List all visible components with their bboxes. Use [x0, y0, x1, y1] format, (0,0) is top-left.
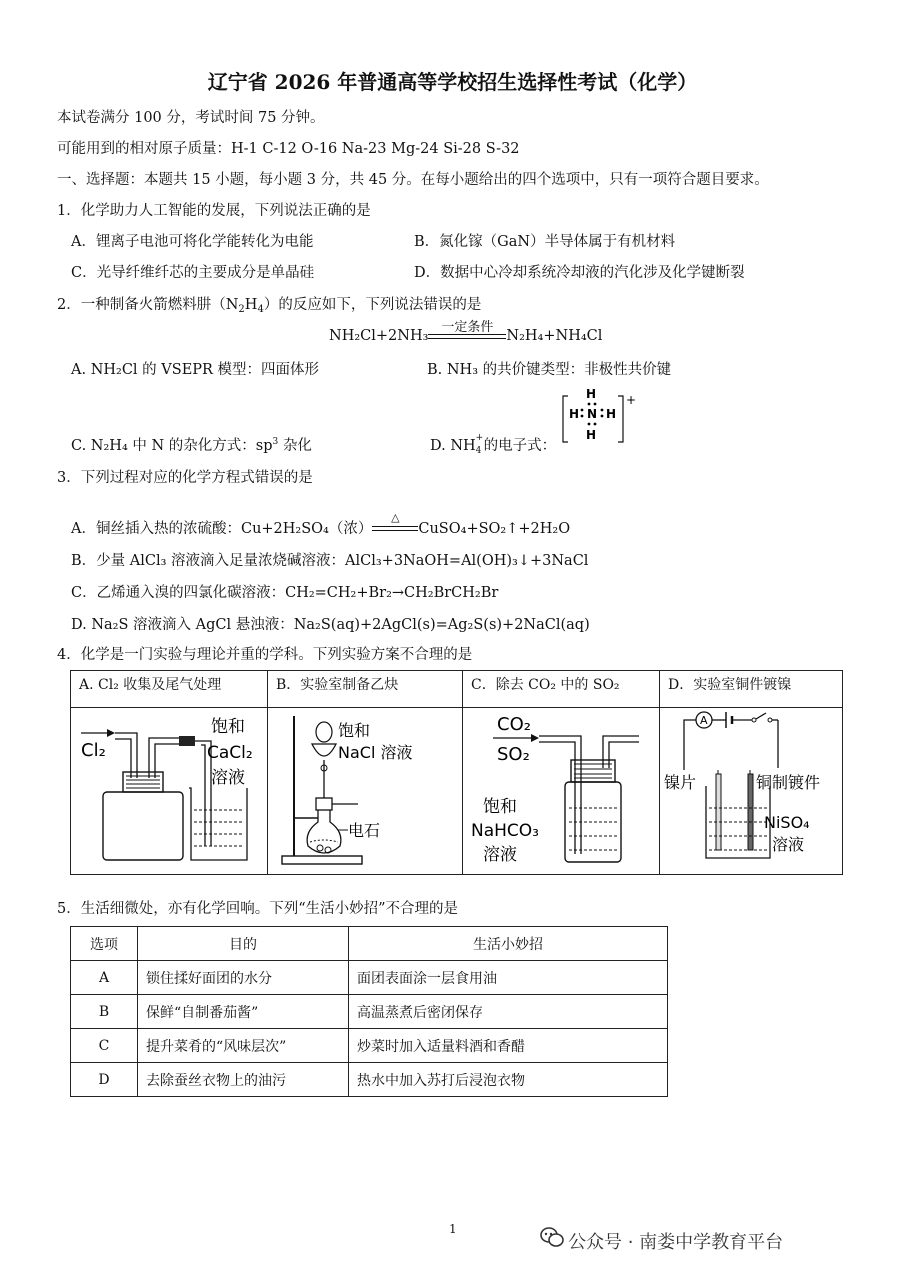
table-cell-tip: 面团表面涂一层食用油 [349, 961, 668, 995]
nickel-plating-apparatus [660, 708, 840, 870]
table-header-option: 选项 [71, 927, 138, 961]
fig-c-gas-2: SO₂ [497, 744, 530, 765]
fig-b-label-1: 饱和 [338, 721, 371, 740]
q2-equation [329, 320, 603, 344]
table-cell-purpose: 提升菜肴的“风味层次” [138, 1029, 349, 1063]
q1-option-b: B．氮化镓（GaN）半导体属于有机材料 [414, 234, 676, 250]
q2-stem: 2．一种制备火箭燃料肼$(N_2H_4)$的反应如下，下列说法错误的是 [57, 297, 482, 315]
q4-figure-c [463, 708, 660, 875]
table-header-row [71, 927, 668, 961]
fig-a-label-3: 溶液 [211, 768, 245, 788]
table-row [71, 961, 668, 995]
q2-option-b: B. NH₃ 的共价键类型：非极性共价键 [427, 362, 672, 378]
fig-d-label-4: 溶液 [772, 835, 805, 854]
table-cell-purpose: 锁住揉好面团的水分 [138, 961, 349, 995]
table-cell-tip: 炒菜时加入适量料酒和香醋 [349, 1029, 668, 1063]
q1-stem: 1．化学助力人工智能的发展，下列说法正确的是 [57, 203, 371, 219]
table-cell-option: B [71, 995, 138, 1029]
lewis-charge: + [626, 393, 637, 407]
fig-d-meter: A [700, 714, 708, 727]
q3-option-b: B．少量 AlCl₃ 溶液滴入足量浓烧碱溶液：AlCl₃+3NaOH=Al(OH)₃↓+3NaCl [71, 553, 589, 569]
fig-d-label-1: 镍片 [664, 773, 697, 792]
table-cell-option: D [71, 1063, 138, 1097]
atomic-masses: 可能用到的相对原子质量：H-1 C-12 O-16 Na-23 Mg-24 Si-28 S-32 [57, 141, 520, 157]
fig-d-label-2: 铜制镀件 [756, 773, 821, 792]
q2-eq-left: NH₂Cl+2NH₃ [329, 328, 429, 344]
q2-option-d: D. NH + 4 的电子式： [430, 433, 557, 456]
table-cell-tip: 高温蒸煮后密闭保存 [349, 995, 668, 1029]
table-cell-option: C [71, 1029, 138, 1063]
fig-c-gas-1: CO₂ [497, 714, 531, 735]
q4-header-d: D．实验室铜件镀镍 [660, 671, 843, 708]
lewis-h-left: H [569, 407, 580, 421]
lewis-h-bottom: H [586, 428, 597, 442]
q4-figure-b [268, 708, 463, 875]
table-row [71, 1063, 668, 1097]
q3-stem: 3．下列过程对应的化学方程式错误的是 [57, 470, 313, 486]
q4-header-a: A. Cl₂ 收集及尾气处理 [71, 671, 268, 708]
fig-c-label-1: 饱和 [483, 797, 517, 817]
q2-eq-right: N₂H₄+NH₄Cl [506, 328, 603, 344]
q4-header-c: C．除去 CO₂ 中的 SO₂ [463, 671, 660, 708]
q5-stem: 5．生活细微处，亦有化学回响。下列“生活小妙招”不合理的是 [57, 901, 459, 917]
fig-b-label-3: 电石 [348, 821, 381, 840]
fig-c-label-2: NaHCO₃ [471, 821, 539, 841]
lewis-h-top: H [586, 387, 597, 401]
fig-a-label-2: CaCl₂ [207, 743, 253, 763]
fig-d-label-3: NiSO₄ [764, 813, 810, 832]
q2-eq-arrow [428, 320, 506, 343]
table-row [71, 995, 668, 1029]
lewis-h-right: H [606, 407, 617, 421]
table-header-tip: 生活小妙招 [349, 927, 668, 961]
q1-option-a: A．锂离子电池可将化学能转化为电能 [71, 234, 314, 250]
watermark: 公众号 · 南娄中学教育平台 [568, 1232, 784, 1253]
q4-figure-a [71, 708, 268, 875]
page-number: 1 [449, 1222, 457, 1236]
section-heading: 一、选择题：本题共 15 小题，每小题 3 分，共 45 分。在每小题给出的四个选项中，只有一项符合题目要求。 [57, 172, 769, 188]
fig-c-label-3: 溶液 [483, 845, 517, 865]
fig-b-label-2: NaCl 溶液 [338, 743, 413, 762]
q1-option-d: D．数据中心冷却系统冷却液的汽化涉及化学键断裂 [414, 265, 745, 281]
q4-figure-d [660, 708, 843, 875]
fig-a-gas-label: Cl₂ [81, 740, 106, 761]
table-cell-purpose: 保鲜“自制番茄酱” [138, 995, 349, 1029]
lewis-n: N [587, 407, 598, 421]
q3-option-d: D. Na₂S 溶液滴入 AgCl 悬浊液：Na₂S(aq)+2AgCl(s)=Ag₂S(s)+2NaCl(aq) [71, 617, 590, 633]
acetylene-apparatus [268, 708, 462, 870]
q2-option-a: A. NH₂Cl 的 VSEPR 模型：四面体形 [71, 362, 320, 378]
so2-removal-apparatus [463, 708, 659, 870]
ammonium-lewis-structure [560, 386, 640, 448]
wechat-icon [540, 1226, 564, 1248]
page-title: 辽宁省 2026 年普通高等学校招生选择性考试（化学） [207, 70, 698, 94]
table-cell-option: A [71, 961, 138, 995]
q2-eq-condition: 一定条件 [441, 320, 494, 335]
exam-info: 本试卷满分 100 分，考试时间 75 分钟。 [57, 110, 325, 126]
q4-apparatus-table [70, 670, 843, 875]
q3-option-a: A．铜丝插入热的浓硫酸：Cu+2H₂SO₄（浓） △ CuSO₄+SO₂↑+2H₂O [71, 511, 571, 537]
q1-option-c: C．光导纤维纤芯的主要成分是单晶硅 [71, 265, 315, 281]
table-cell-tip: 热水中加入苏打后浸泡衣物 [349, 1063, 668, 1097]
q5-tips-table [70, 926, 668, 1097]
q3-option-c: C．乙烯通入溴的四氯化碳溶液：CH₂=CH₂+Br₂→CH₂BrCH₂Br [71, 585, 499, 601]
q2-option-c: C. N₂H₄ 中 N 的杂化方式：$sp^3$ 杂化 [71, 437, 312, 454]
cl2-collection-apparatus [71, 708, 267, 870]
q4-stem: 4．化学是一门实验与理论并重的学科。下列实验方案不合理的是 [57, 647, 473, 663]
table-row [71, 1029, 668, 1063]
table-cell-purpose: 去除蚕丝衣物上的油污 [138, 1063, 349, 1097]
table-header-purpose: 目的 [138, 927, 349, 961]
q4-header-b: B．实验室制备乙炔 [268, 671, 463, 708]
fig-a-label-1: 饱和 [211, 717, 245, 737]
